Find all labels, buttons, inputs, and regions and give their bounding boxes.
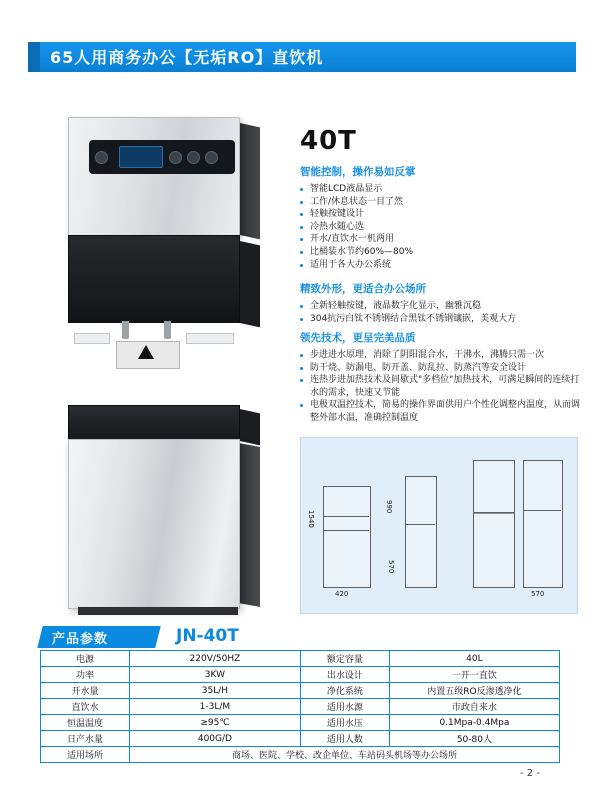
list-item: 适用于各大办公系统: [300, 259, 582, 272]
spec-key: 额定容量: [300, 651, 389, 667]
drawing-bottom-module: [473, 512, 515, 588]
table-row: [41, 731, 560, 747]
touch-button-icon: [187, 151, 200, 164]
spec-key: 适用水源: [300, 699, 389, 715]
feature-section-3-heading: 领先技术，更呈完美品质: [300, 332, 416, 344]
warning-triangle-icon: [138, 345, 154, 359]
feature-section-2: [300, 281, 582, 325]
spec-value: 内置五级RO反渗透净化: [389, 683, 559, 699]
spec-value: 0.1Mpa-0.4Mpa: [389, 715, 559, 731]
hot-water-tap-icon: [122, 321, 129, 339]
drawing-side-view: [405, 476, 437, 588]
drip-tray-side: [238, 409, 260, 446]
unit-top: [68, 117, 240, 237]
feature-section-1-list: [300, 183, 582, 271]
drawing-top-module: [473, 460, 515, 514]
power-button-icon: [95, 151, 108, 164]
feature-section-3-list: [300, 349, 582, 425]
drawing-front-divider: [323, 516, 369, 517]
spec-key: 适用人数: [300, 731, 389, 747]
spec-label: [186, 333, 234, 344]
drawing-side-divider: [405, 524, 435, 525]
table-row: [41, 699, 560, 715]
spec-value: 400G/D: [129, 731, 300, 747]
touch-button-icon: [205, 151, 218, 164]
list-item: 连热步进加热技术及间歇式"多档位"加热技术，可满足瞬间的连续打水的需求，快速又节能: [300, 374, 582, 399]
spec-value: ≥95℃: [129, 715, 300, 731]
list-item: 工作/休息状态一目了然: [300, 196, 582, 209]
spec-value: 1-3L/M: [129, 699, 300, 715]
spec-key: 适用水压: [300, 715, 389, 731]
unit-top-side: [238, 123, 260, 240]
list-item: 开水/直饮水一机两用: [300, 233, 582, 246]
spec-key: 适用场所: [41, 747, 130, 763]
spec-table: [40, 650, 560, 763]
spec-key: 功率: [41, 667, 130, 683]
spec-value: 220V/50HZ: [129, 651, 300, 667]
table-row: [41, 651, 560, 667]
spec-value: 50-80人: [389, 731, 559, 747]
dimension-width-570: 570: [531, 590, 545, 598]
spec-value: 市政自来水: [389, 699, 559, 715]
feature-section-1-heading: 智能控制，操作易如反掌: [300, 166, 416, 178]
list-item: 步进进水原理，消除了阴阳混合水，干沸水，沸腾只需一次: [300, 349, 582, 362]
unit-lower-side: [238, 443, 260, 607]
unit-mid: [68, 235, 240, 323]
brand-label: [74, 333, 110, 344]
list-item: 冷热水随心选: [300, 221, 582, 234]
spec-model: JN-40T: [176, 626, 239, 646]
drawing-front-view: [323, 486, 371, 588]
spec-key: 开水量: [41, 683, 130, 699]
dimension-570-side: 570: [387, 560, 395, 574]
spec-value: 3KW: [129, 667, 300, 683]
table-row: [41, 715, 560, 731]
list-item: 轻触按键设计: [300, 208, 582, 221]
spec-title: 产品参数: [52, 632, 109, 647]
list-item: 全新轻触按键，液晶数字化显示，幽雅沉稳: [300, 300, 582, 313]
touch-button-icon: [169, 151, 182, 164]
feature-section-2-list: [300, 300, 582, 325]
list-item: 防干烧、防漏电、防开盖、防乱拉、防蒸汽等安全设计: [300, 362, 582, 375]
lcd-display-icon: [119, 146, 163, 168]
table-row: [41, 683, 560, 699]
feature-section-2-heading: 精致外形，更适合办公场所: [300, 283, 426, 295]
feature-section-3: [300, 330, 582, 425]
dimension-990: 990: [385, 500, 393, 514]
dimension-width-420: 420: [335, 590, 349, 598]
unit-lower: [68, 439, 240, 609]
spec-key: 净化系统: [300, 683, 389, 699]
spec-value: 商场、医院、学校、改企单位、车站码头机场等办公场所: [129, 747, 559, 763]
table-row: [41, 667, 560, 683]
drawing-front-divider: [323, 530, 369, 531]
spec-value: 一开一直饮: [389, 667, 559, 683]
header-banner-accent: [28, 42, 40, 72]
drip-tray: [68, 405, 240, 441]
spec-key: 电源: [41, 651, 130, 667]
dimension-height-1540: 1540: [307, 510, 315, 528]
spec-key: 恒温温度: [41, 715, 130, 731]
table-row: [41, 747, 560, 763]
spec-value: 35L/H: [129, 683, 300, 699]
cold-water-tap-icon: [164, 321, 171, 339]
drawing-rear-divider: [523, 510, 561, 511]
page-number: - 2 -: [520, 768, 540, 779]
spec-key: 出水设计: [300, 667, 389, 683]
drawing-rear-view: [523, 460, 563, 588]
list-item: 304抗污白钛不锈钢结合黑钛不锈钢镶嵌，美观大方: [300, 313, 582, 326]
product-photo: [60, 105, 265, 615]
spec-key: 日产水量: [41, 731, 130, 747]
unit-mid-side: [238, 241, 260, 328]
model-title: 40T: [300, 126, 357, 156]
feature-section-1: [300, 164, 582, 271]
list-item: 比桶装水节约60%—80%: [300, 246, 582, 259]
technical-drawing: [300, 437, 578, 614]
list-item: 电极双温控技术，简易的操作界面供用户个性化调整内温度，从而调整外部水温，准确控制温度: [300, 399, 582, 424]
spec-key: 直饮水: [41, 699, 130, 715]
list-item: 智能LCD液晶显示: [300, 183, 582, 196]
unit-base: [78, 607, 238, 615]
page-title: 65人用商务办公【无垢RO】直饮机: [50, 48, 324, 67]
spec-value: 40L: [389, 651, 559, 667]
